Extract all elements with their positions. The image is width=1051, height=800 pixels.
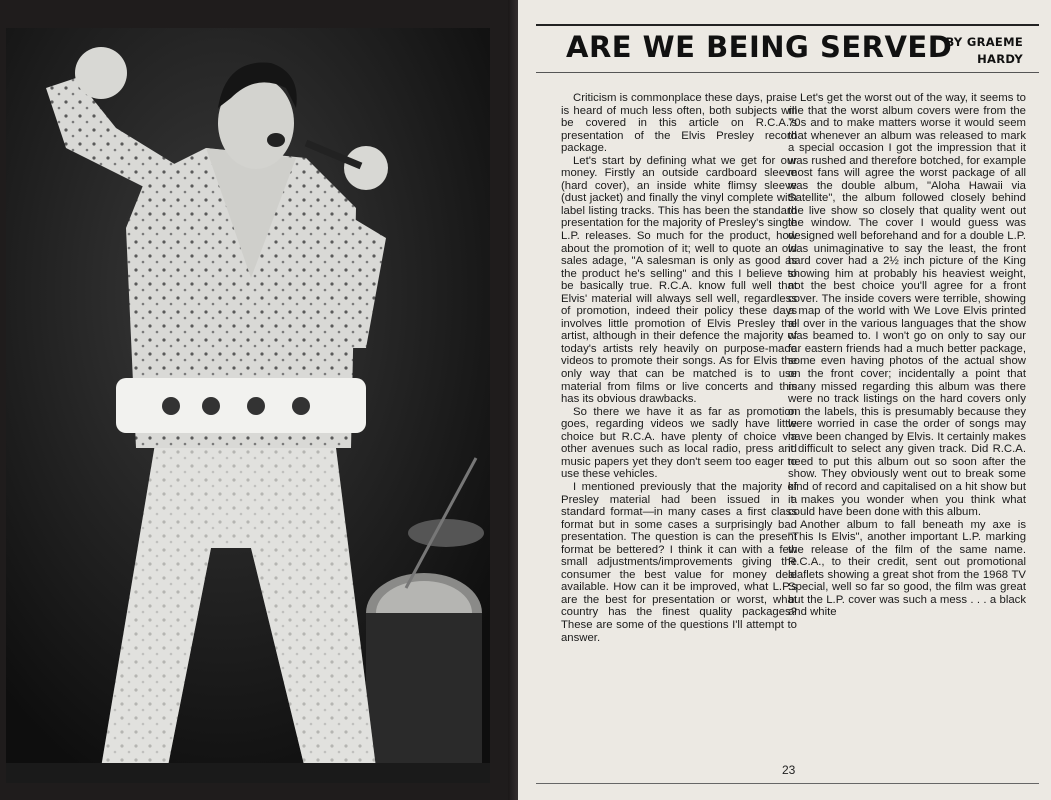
paragraph: I mentioned previously that the majority of Presley material had been issued in a standard format—in many cases a first class format but in some cases a surprisingly bad presentation. The question is can the present format be bettered? I think it can with a few small adjustments/improvements giving the consumer the best value for money deal available. How can it be improved, what L.P.s are the best for presentation or worst, what country has the finest quality packages? These are some of the questions I'll attempt to answer.: [561, 480, 797, 644]
paragraph: Another album to fall beneath my axe is "This Is Elvis", another important L.P. marking the release of the film of the same name. R.C.A., to their credit, sent out promotional leaflets showing a great shot from the 1968 TV Special, well so far so good, the film was great but the L.P. cover was such a mess . . . a black and white: [788, 518, 1026, 619]
article-column-1: [561, 92, 797, 644]
paragraph: Criticism is commonplace these days, praise is heard of much less often, both subjects will be covered in this article on R.C.A.'s presentation of the Elvis Presley record package.: [561, 92, 797, 155]
headline-rule: [536, 72, 1039, 73]
byline-line-1: BY GRAEME: [945, 35, 1023, 49]
performer-photo: [6, 28, 490, 783]
right-page: [518, 0, 1051, 800]
bottom-rule: [536, 783, 1039, 784]
paragraph: Let's start by defining what we get for our money. Firstly an outside cardboard sleeve (hard cover), an inside white flimsy sleeve (dust jacket) and finally the vinyl complete with label listing tracks. This has been the standard presentation for the majority of Presley's single L.P. releases. So much for the product, how about the promotion of it; well to quote an old sales adage, "A salesman is only as good as the product he's selling" and this I believe to be basically true. R.C.A. know full well that Elvis' material will always sell well, regardless of promotion, indeed their policy these days involves little promotion of Elvis Presley the artist, although in their defence the majority of today's artists rely heavily on purpose-made videos to promote their songs. As for Elvis the only way that can be matched is to use material from films or live concerts and this has its obvious drawbacks.: [561, 154, 797, 406]
left-page: [0, 0, 520, 800]
page-number: 23: [782, 763, 796, 777]
article-column-2: [788, 92, 1026, 619]
article-byline: [945, 34, 1023, 68]
performer-photo-icon: [6, 28, 490, 783]
byline-line-2: HARDY: [977, 52, 1023, 66]
paragraph: Let's get the worst out of the way, it seems to me that the worst album covers were from the 70s and to make matters worse it would seem that whenever an album was released to mark a special occasion I got the impression that it was rushed and therefore botched, for example most fans will agree the worst package of all was the double album, "Aloha Hawaii via Satellite", the album followed closely behind the live show so closely that quality went out the window. The cover I would guess was designed well beforehand and for a double L.P. was unimaginative to say the least, the front hard cover had a 2½ inch picture of the King showing him at probably his heaviest weight, not the best choice you'll agree for a front cover. The inside covers were terrible, showing a map of the world with We Love Elvis printed all over in the various languages that the show was beamed to. I won't go on only to say our far eastern friends had a much better package, some even having photos of the actual show on the front cover; incidentally a point that many missed regarding this album was there were no track listings on the hard covers only on the labels, this is presumably because they were worried in case the order of songs may have been changed by Elvis. It certainly makes it difficult to select any given track. Did R.C.A. need to put this album out so soon after the show. They obviously went out to break some kind of record and capitalised on a hit show but it makes you wonder when you think what could have been done with this album.: [788, 92, 1026, 519]
top-rule: [536, 24, 1039, 26]
paragraph: So there we have it as far as promotion goes, regarding videos we sadly have little choice but R.C.A. have plenty of choice via other avenues such as local radio, press and music papers yet they don't seem too eager to use these vehicles.: [561, 405, 797, 481]
article-headline: ARE WE BEING SERVED: [566, 30, 953, 64]
